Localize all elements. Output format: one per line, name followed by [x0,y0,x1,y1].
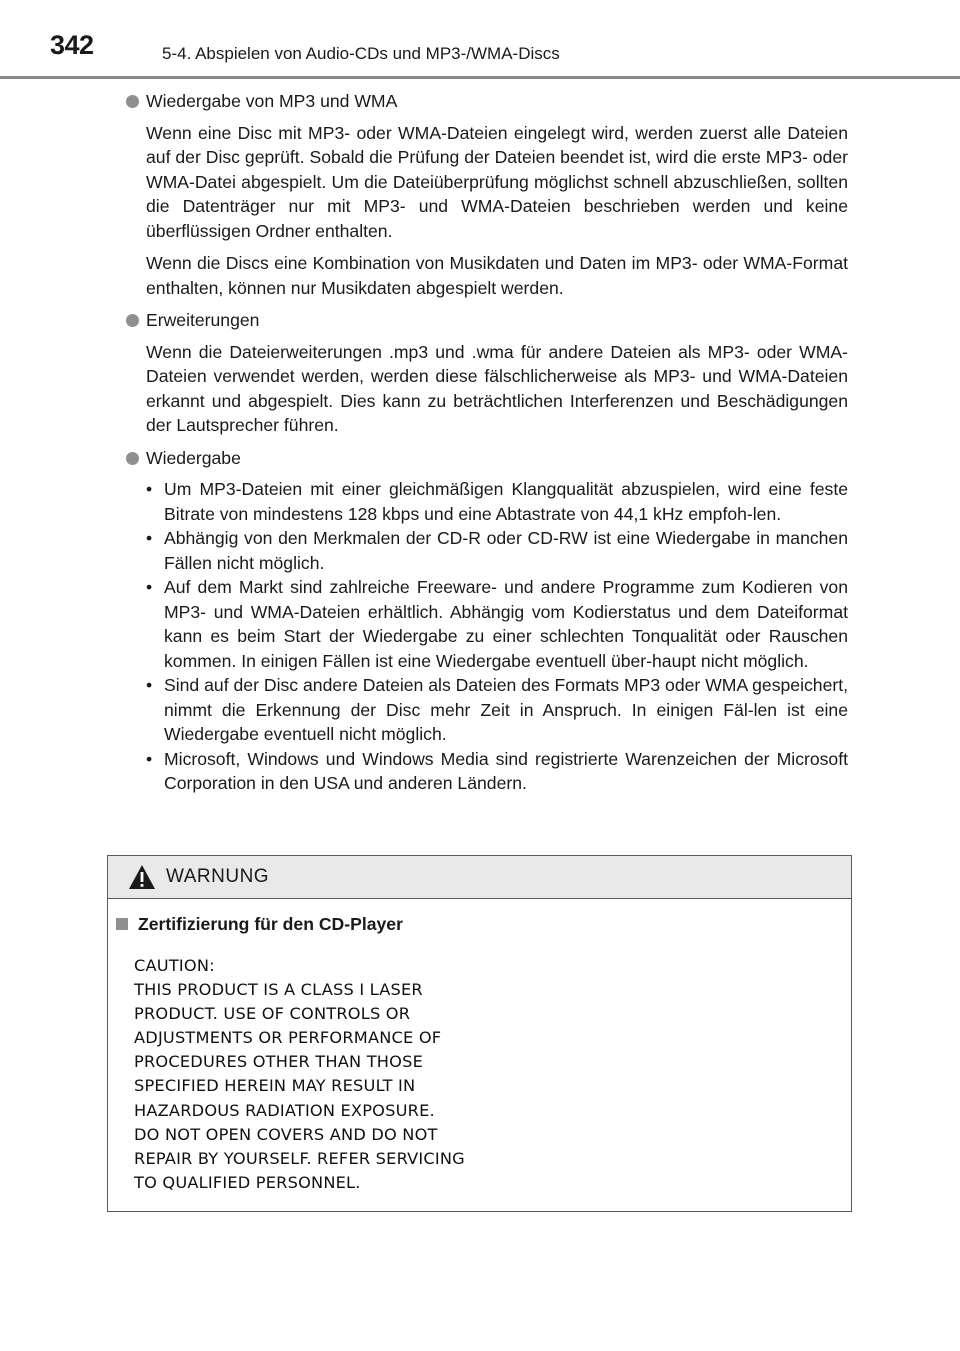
caution-label [134,954,465,1195]
warning-box [107,855,852,1212]
dot-bullet-icon: • [146,748,153,769]
list-item [146,673,848,747]
caution-line: DO NOT OPEN COVERS AND DO NOT [134,1124,438,1144]
dot-bullet-icon: • [146,528,153,548]
section-heading-wiedergabe [124,446,848,471]
circle-bullet-icon [126,95,139,108]
caution-line: ADJUSTMENTS OR PERFORMANCE OF [134,1028,442,1048]
list-item [146,575,848,673]
page-number: 342 [50,30,94,60]
header-divider [0,76,960,79]
section-heading-erweiterungen [124,308,848,333]
dot-bullet-icon: • [146,479,153,499]
section-heading-text: Wiedergabe von MP3 und WMA [146,91,398,111]
caution-line: CAUTION: [134,956,215,975]
list-item [146,526,848,575]
warning-subheading [116,914,403,935]
paragraph: Wenn eine Disc mit MP3- oder WMA-Dateien eingelegt wird, werden zuerst alle Dateien auf der Disc geprüft. Sobald die Prüfung der Dateien beendet ist, wird die erste MP3- oder WMA-Datei abgespielt. Um die Dateiüberprüfung möglichst schnell abzuschließen, sollten die Datenträger nur mit MP3- und WMA-Dateien beschrieben werden und keine überflüssigen Ordner enthalten. [146,122,848,241]
dot-bullet-icon: • [146,577,153,597]
caution-line: PRODUCT. USE OF CONTROLS OR [134,1004,411,1024]
list-item-text: Abhängig von den Merkmalen der CD-R oder CD-RW ist eine Wiedergabe in manchen Fällen nicht möglich. [164,528,848,573]
section-heading-text: Wiedergabe [146,447,241,468]
caution-line: HAZARDOUS RADIATION EXPOSURE. [134,1100,435,1120]
section-heading-mp3-wma [124,89,848,114]
warning-triangle-icon [128,864,156,890]
paragraph: Wenn die Discs eine Kombination von Musikdaten und Daten im MP3- oder WMA-Format enthalten, können nur Musikdaten abgespielt werden. [146,253,848,298]
caution-line: TO QUALIFIED PERSONNEL. [134,1172,361,1192]
list-item-text: Sind auf der Disc andere Dateien als Dateien des Formats MP3 oder WMA gespeichert, nimmt die Erkennung der Disc mehr Zeit in Anspruch. In einigen Fäl-len ist eine Wiedergabe eventuell nicht möglich. [164,675,848,744]
bullet-list [146,477,848,796]
list-item [146,477,848,526]
list-item-text: Microsoft, Windows und Windows Media sind registrierte Warenzeichen der Microsoft Corporation in den USA und anderen Ländern. [164,748,848,793]
warning-header [108,856,851,899]
warning-title: WARNUNG [166,866,270,887]
caution-line: REPAIR BY YOURSELF. REFER SERVICING [134,1148,465,1168]
caution-line: SPECIFIED HEREIN MAY RESULT IN [134,1076,416,1096]
caution-line: PROCEDURES OTHER THAN THOSE [134,1052,424,1072]
chapter-title: 5-4. Abspielen von Audio-CDs und MP3-/WMA-Discs [162,44,560,63]
list-item-text: Auf dem Markt sind zahlreiche Freeware- und andere Programme zum Kodieren von MP3- und WMA-Dateien erhältlich. Abhängig vom Kodierstatus und dem Dateiformat kann es beim Start der Wiedergabe zu einer schlechten Tonqualität oder Rauschen kommen. In einigen Fällen ist eine Wiedergabe eventuell über-haupt nicht möglich. [164,577,848,671]
page-header [0,0,960,78]
square-bullet-icon [116,918,128,930]
circle-bullet-icon [126,452,139,465]
dot-bullet-icon: • [146,675,153,695]
list-item [146,747,848,796]
list-item-text: Um MP3-Dateien mit einer gleichmäßigen Klangqualität abzuspielen, wird eine feste Bitrate von mindestens 128 kbps und eine Abtastrate von 44,1 kHz empfoh-len. [164,479,848,524]
warning-subheading-text: Zertifizierung für den CD-Player [138,914,403,934]
section-heading-text: Erweiterungen [146,310,260,330]
circle-bullet-icon [126,314,139,327]
main-content [124,89,848,796]
caution-line: THIS PRODUCT IS A CLASS I LASER [134,980,423,1000]
paragraph: Wenn die Dateierweiterungen .mp3 und .wma für andere Dateien als MP3- oder WMA-Dateien verwendet werden, werden diese fälschlicherweise als MP3- und WMA-Dateien erkannt und abgespielt. Dies kann zu beträchtlichen Interferenzen und Beschädigungen der Lautsprecher führen. [146,341,848,435]
